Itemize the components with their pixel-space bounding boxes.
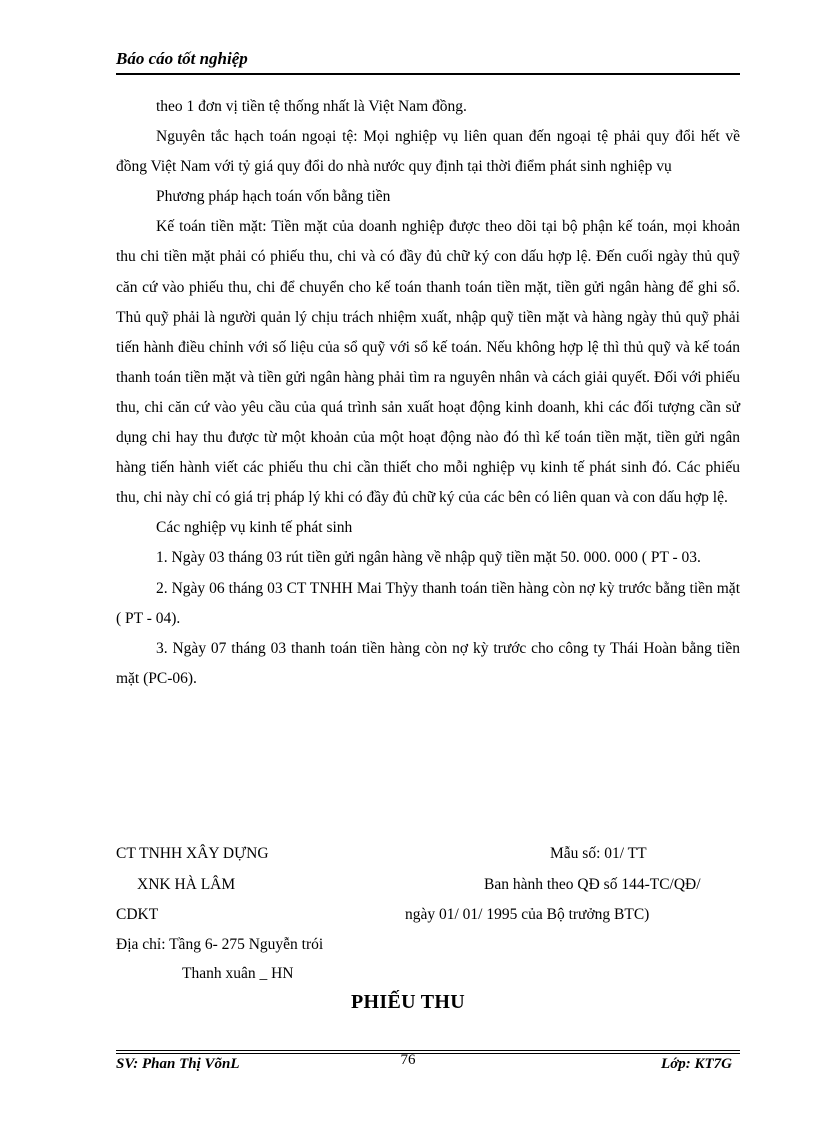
company-name-line3: CDKT [116, 906, 159, 923]
paragraph-cash-accounting: Kế toán tiền mặt: Tiền mặt của doanh nghiệp được theo dõi tại bộ phận kế toán, mọi khoản thu chi tiền mặt phải có phiếu thu, chi và có đầy đủ chữ ký con dấu hợp lệ. Đến cuối ngày thủ quỹ căn cứ vào phiếu thu, chi để chuyển cho kế toán thanh toán tiền mặt, tiền gửi ngân hàng để ghi sổ. Thủ quỹ phải là người quản lý chịu trách nhiệm xuất, nhập quỹ tiền mặt và hàng ngày thủ quỹ phải tiến hành điều chỉnh với số liệu của sổ quỹ với sổ kế toán. Nếu không hợp lệ thì thủ quỹ và kế toán thanh toán tiền mặt và tiền gửi ngân hàng phải tìm ra nguyên nhân và cách giải quyết. Đối với phiếu thu, chi căn cứ vào yêu cầu của quá trình sản xuất hoạt động kinh doanh, khi các đối tượng cần sử dụng chi hay thu được từ một khoản của một hoạt động nào đó thì kế toán tiền mặt, tiền gửi ngân hàng tiến hành viết các phiếu thu chi cần thiết cho mỗi nghiệp vụ kinh tế phát sinh đó. Các phiếu thu, chi này chỉ có giá trị pháp lý khi có đầy đủ chữ ký của các bên có liên quan và con dấu hợp lệ. [116, 218, 740, 507]
transaction-item-3: 3. Ngày 07 tháng 03 thanh toán tiền hàng còn nợ kỳ trước cho công ty Thái Hoàn bằng tiền mặt (PC-06). [116, 639, 740, 687]
body-text [116, 92, 740, 694]
form-number: Mẫu số: 01/ TT [550, 845, 647, 862]
paragraph-continuation: theo 1 đơn vị tiền tệ thống nhất là Việt Nam đồng. [156, 98, 467, 115]
form-issued-date: ngày 01/ 01/ 1995 của Bộ trưởng BTC) [405, 906, 650, 923]
footer-class: Lớp: KT7G [661, 1056, 732, 1072]
receipt-title: PHIẾU THU [350, 991, 466, 1013]
paragraph-transactions-heading: Các nghiệp vụ kinh tế phát sinh [156, 519, 353, 537]
company-address-line1: Địa chỉ: Tầng 6- 275 Nguyễn trói [116, 936, 324, 953]
company-name-line1: CT TNHH XÂY DỰNG [116, 845, 269, 862]
transaction-item-1: 1. Ngày 03 tháng 03 rút tiền gửi ngân hàng về nhập quỹ tiền mặt 50. 000. 000 ( PT - 03. [156, 549, 701, 567]
company-name-line2: XNK HÀ LÂM [137, 876, 236, 893]
paragraph-method-heading: Phương pháp hạch toán vốn bằng tiền [156, 188, 391, 206]
footer-rule-top [116, 1050, 740, 1051]
footer-page-number: 76 [400, 1052, 416, 1068]
paragraph-foreign-currency: Nguyên tắc hạch toán ngoại tệ: Mọi nghiệp vụ liên quan đến ngoại tệ phải quy đổi hết về đồng Việt Nam với tỷ giá quy đổi do nhà nước quy định tại thời điểm phát sinh nghiệp vụ [116, 128, 740, 176]
form-issued-by: Ban hành theo QĐ số 144-TC/QĐ/ [484, 876, 701, 893]
company-address-line2: Thanh xuân _ HN [182, 965, 294, 982]
header-rule [116, 73, 740, 75]
footer-student-name: SV: Phan Thị VõnL [116, 1056, 240, 1072]
transaction-item-2: 2. Ngày 06 tháng 03 CT TNHH Mai Thỳy thanh toán tiền hàng còn nợ kỳ trước bằng tiền mặt ( PT - 04). [116, 579, 740, 627]
header-title: Báo cáo tốt nghiệp [116, 49, 248, 68]
